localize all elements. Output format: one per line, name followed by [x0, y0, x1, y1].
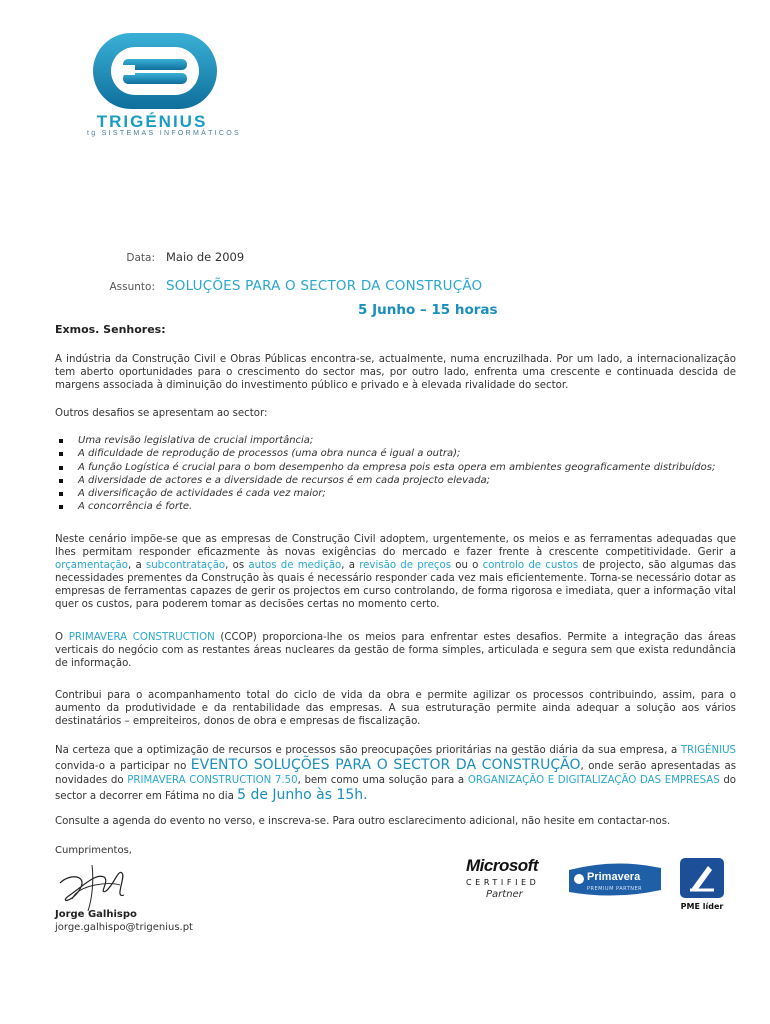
date-label: Data: — [126, 252, 155, 264]
link-revisao-precos: revisão de preços — [359, 560, 452, 571]
greeting: Exmos. Senhores: — [55, 323, 166, 336]
list-item: A diversificação de actividades é cada vez maior; — [55, 487, 745, 500]
certified-text: CERTIFIED — [466, 878, 540, 887]
primavera-partner-logo — [565, 860, 665, 900]
list-item: A função Logística é crucial para o bom desempenho da empresa pois esta opera em ambientes geograficamente distribuídos; — [55, 461, 745, 474]
event-title: EVENTO SOLUÇÕES PARA O SECTOR DA CONSTRUÇÃO — [190, 757, 581, 773]
partner-text: Partner — [486, 889, 523, 900]
paragraph-intro: A indústria da Construção Civil e Obras Públicas encontra-se, actualmente, numa encruzilhada. Por um lado, a internacionalização tem aberto oportunidades para o crescimento do sector mas, por outro lado, enfrenta uma crescente e continuada descida de margens associada à diminuição do investimento público e privado e à elevada rivalidade do sector. — [55, 354, 736, 391]
list-item: A concorrência é forte. — [55, 500, 745, 513]
link-controlo-custos: controlo de custos — [482, 560, 579, 571]
challenges-list — [55, 434, 745, 514]
closing: Cumprimentos, — [55, 845, 132, 856]
solution-name: ORGANIZAÇÃO E DIGITALIZAÇÃO DAS EMPRESAS — [467, 775, 720, 786]
microsoft-wordmark: Microsoft — [466, 856, 538, 875]
signer-email[interactable]: jorge.galhispo@trigenius.pt — [55, 922, 193, 933]
subject-value: SOLUÇÕES PARA O SECTOR DA CONSTRUÇÃO — [166, 278, 483, 294]
paragraph-challenges-intro: Outros desafios se apresentam ao sector: — [55, 408, 268, 419]
date-value: Maio de 2009 — [166, 250, 245, 264]
list-item: A diversidade de actores e a diversidade de recursos é em cada projecto elevada; — [55, 474, 745, 487]
paragraph-benefits: Contribui para o acompanhamento total do ciclo de vida da obra e permite agilizar os processos contribuindo, assim, para o aumento da produtividade e da rentabilidade das empresas. A sua estruturação permite ainda adequar a solução aos vários destinatários – empreiteiros, donos de obra e empresas de fiscalização. — [55, 690, 736, 727]
pme-lider-badge — [678, 858, 726, 898]
pme-lider-text: PME líder — [680, 902, 724, 911]
subject-label: Assunto: — [109, 281, 155, 293]
event-date-line: 5 Junho – 15 horas — [358, 302, 498, 318]
microsoft-certified-partner-logo — [466, 856, 556, 900]
paragraph-contact: Consulte a agenda do evento no verso, e inscreva-se. Para outro esclarecimento adicional, não hesite em contactar-nos. — [55, 816, 671, 827]
handwritten-signature — [48, 855, 143, 915]
list-item: A dificuldade de reprodução de processos (uma obra nunca é igual a outra); — [55, 447, 745, 460]
event-date: 5 de Junho às 15h. — [237, 787, 368, 803]
paragraph-invitation: Na certeza que a optimização de recursos e processos são preocupações prioritárias na gestão diária da sua empresa, a TRIGÉNIUS convida-o a participar no EVENTO SOLUÇÕES PARA O SECTOR DA CONSTRUÇÃO, onde serão apresentadas as novidades do PRIMAVERA CONSTRUCTION 7.50, bem como uma solução para a ORGANIZAÇÃO E DIGITALIZAÇÃO DAS EMPRESAS do sector a decorrer em Fátima no dia 5 de Junho às 15h. — [55, 745, 737, 803]
pme-lider-logo — [678, 858, 726, 910]
paragraph-scenario: Neste cenário impõe-se que as empresas de Construção Civil adoptem, urgentemente, os meios e as ferramentas adequadas que lhes permitam responder eficazmente às novas exigências do mercado e fazer frente à crescente competitividade. Gerir a orçamentação, a subcontratação, os autos de medição, a revisão de preços ou o controlo de custos de projecto, são algumas das necessidades prementes da Construção às quais é necessário responder cada vez mais eficientemente. Torna-se necessário dotar as empresas de ferramentas capazes de gerir os projectos em curso controlando, de forma rigorosa e imediata, quer a informação vital quer os custos, para poderem tomar as decisões certas no momento certo. — [55, 534, 737, 610]
link-orcamentacao: orçamentação — [55, 560, 129, 571]
signer-name: Jorge Galhispo — [55, 909, 137, 920]
brand-subtitle: tg SISTEMAS INFORMÁTICOS — [87, 130, 241, 137]
list-item: Uma revisão legislativa de crucial importância; — [55, 434, 745, 447]
primavera-wordmark: Primavera — [587, 871, 641, 883]
trigenius-logo-mark — [55, 30, 250, 112]
brand-name: TRIGÉNIUS — [96, 112, 208, 131]
company-name: TRIGÉNIUS — [680, 745, 736, 756]
link-subcontratacao: subcontratação — [145, 560, 226, 571]
product-version: PRIMAVERA CONSTRUCTION 7.50 — [127, 775, 298, 786]
paragraph-primavera: O PRIMAVERA CONSTRUCTION (CCOP) proporciona-lhe os meios para enfrentar estes desafios. Permite a integração das áreas verticais do negócio com as restantes áreas nucleares da gestão de forma simples, articulada e segura sem que exista redundância de informação. — [55, 632, 736, 669]
premium-partner-text: PREMIUM PARTNER — [587, 886, 643, 892]
product-name: PRIMAVERA CONSTRUCTION — [68, 632, 215, 643]
link-autos-medicao: autos de medição — [248, 560, 342, 571]
